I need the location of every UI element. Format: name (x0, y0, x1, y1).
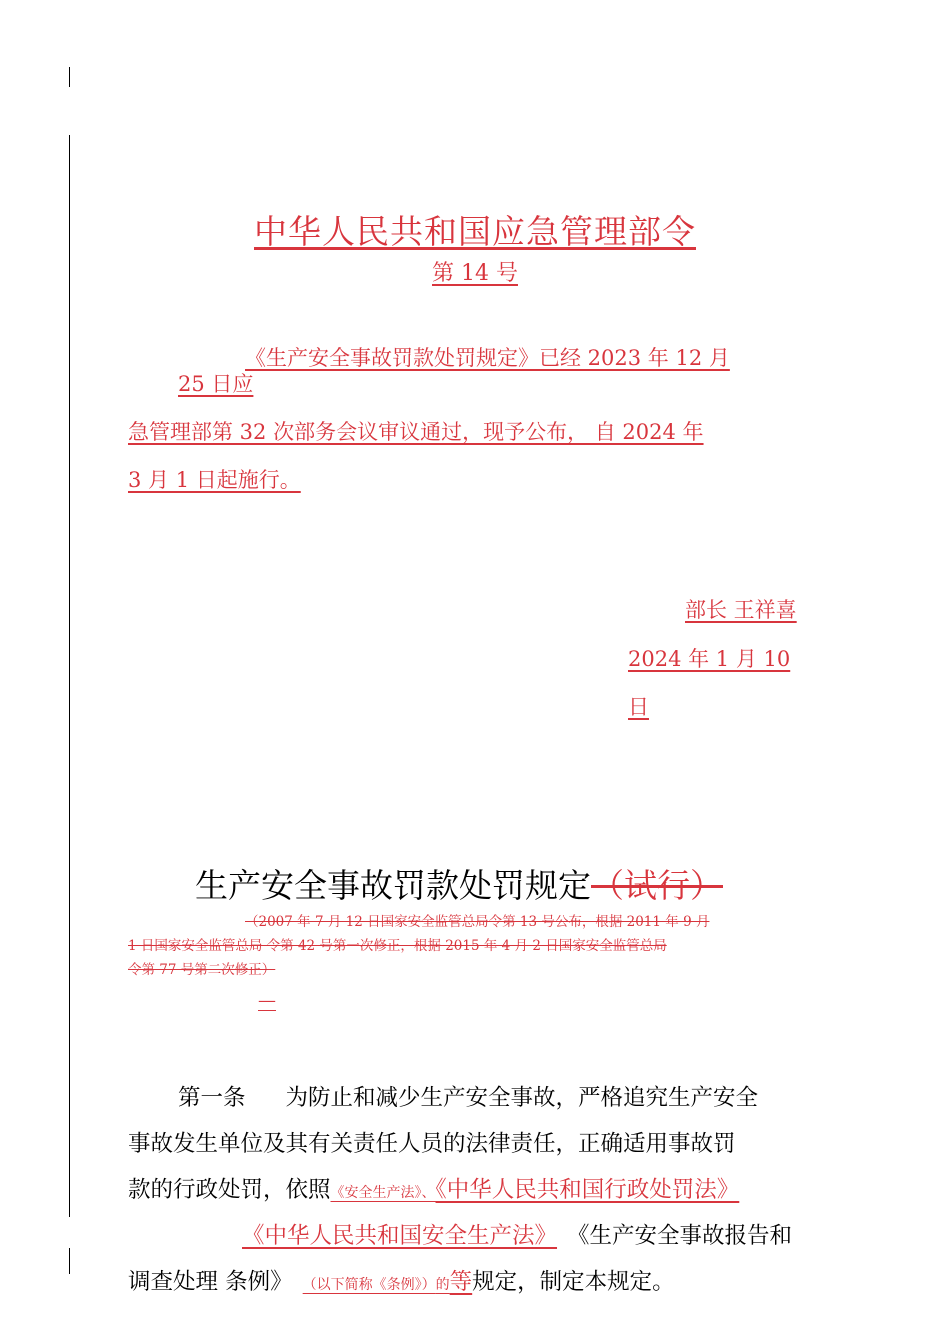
article1-law-inserted: 《安全生产法》、 (330, 1185, 436, 1201)
order-date-line1: 2024 年 1 月 10 (628, 647, 791, 671)
article1-deng: 等 (449, 1269, 473, 1295)
article1-text1: 为防止和减少生产安全事故，严格追究生产安全 (285, 1085, 759, 1111)
article1-label: 第一条 (178, 1085, 246, 1111)
history-note-line2: 1 日国家安全监管总局 令第 42 号第一次修正，根据 2015 年 4 月 2 日国家安全监管总局 (128, 938, 667, 954)
article1-line3 (128, 1172, 739, 1204)
regulation-title-text: 生产安全事故罚款处罚规定 (195, 866, 591, 905)
article1-safety-law: 《中华人民共和国安全生产法》 (242, 1223, 558, 1249)
order-paragraph-line1: 《生产安全事故罚款处罚规定》已经 2023 年 12 月 (245, 346, 730, 370)
history-note-line1: （2007 年 7 月 12 日国家安全监管总局令第 13 号公布，根据 2011 年 9 月 (245, 914, 710, 930)
order-number: 第 14 号 (432, 261, 518, 286)
article1-abbrev-note: （以下简称《条例》） (302, 1277, 436, 1293)
article1-line4-b: 《生产安全事故报告和 (567, 1223, 793, 1249)
article1-line4 (242, 1218, 792, 1250)
article1-line2: 事故发生单位及其有关责任人员的法律责任，正确适用事故罚 (128, 1131, 736, 1157)
order-paragraph-line3: 急管理部第 32 次部务会议审议通过，现予公布， 自 2024 年 (128, 420, 704, 444)
revision-bar (69, 1248, 70, 1274)
order-paragraph-line2: 25 日应 (178, 372, 254, 396)
article1-admin-penalty-law: 《中华人民共和国行政处罚法》 (435, 1177, 740, 1203)
history-note-line3: 令第 77 号第二次修正） (128, 962, 276, 978)
article1-line5-e: 规定，制定本规定。 (472, 1269, 675, 1295)
dash-separator: — (258, 990, 276, 1011)
article1-line1 (178, 1080, 758, 1112)
order-paragraph-line4: 3 月 1 日起施行。 (128, 468, 301, 492)
revision-bar (69, 67, 70, 87)
article1-de: 的 (435, 1277, 450, 1293)
regulation-title-deleted: （试行） (591, 866, 723, 905)
article1-line5 (128, 1264, 675, 1296)
order-title: 中华人民共和国应急管理部令 (254, 212, 696, 251)
article1-line3-a: 款的行政处罚，依照 (128, 1177, 331, 1203)
order-date-line2: 日 (628, 695, 649, 719)
revision-bar (69, 135, 70, 1217)
regulation-title (195, 860, 723, 907)
order-signer: 部长 王祥喜 (685, 598, 797, 622)
article1-line5-a: 调查处理 条例》 (128, 1269, 293, 1295)
